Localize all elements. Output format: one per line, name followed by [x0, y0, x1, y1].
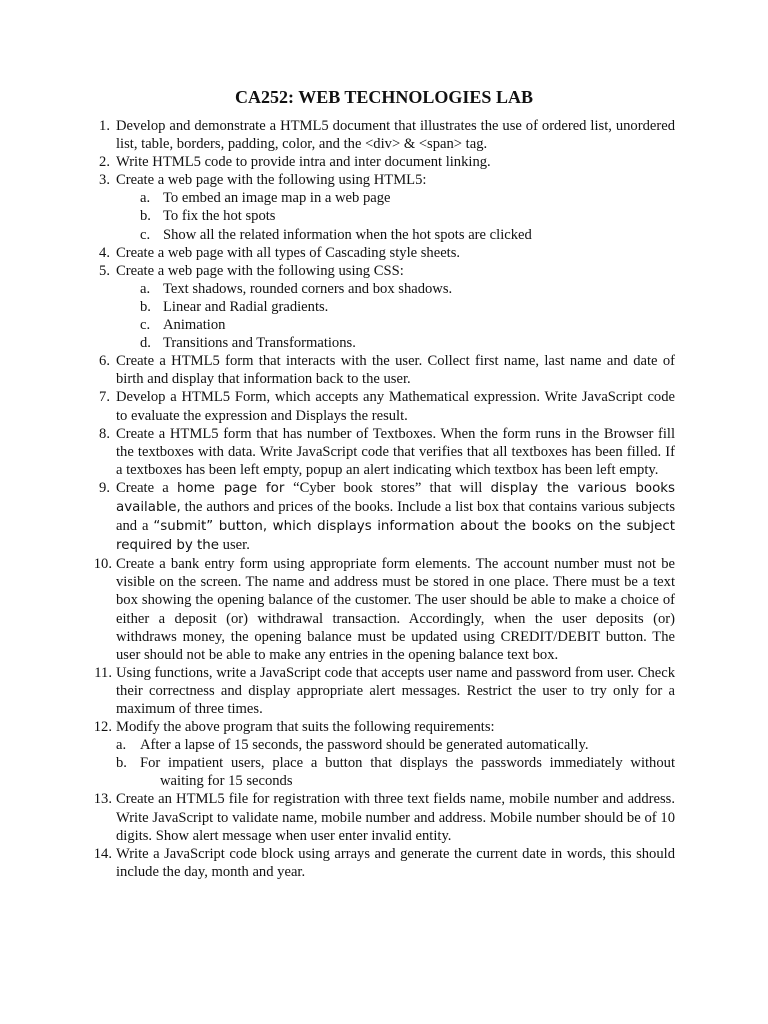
item-text: Develop a HTML5 Form, which accepts any Mathematical expression. Write JavaScript code to evaluate the expression and Displays the result.	[116, 389, 675, 424]
item-text-part: Create a	[116, 479, 177, 496]
item-text-part: user.	[219, 537, 250, 554]
item-text-part: the authors and prices of the books. Include a list box that contains various subjects and a	[116, 498, 675, 535]
list-item	[0, 117, 675, 153]
item-number: 5.	[99, 262, 110, 279]
sub-item-letter: b.	[116, 755, 127, 772]
list-item	[0, 718, 675, 790]
item-text-part: home page for	[176, 480, 294, 496]
item-text-part: “submit” button, which displays information about the books on the subject required by the	[116, 519, 675, 554]
lab-exercise-list	[0, 117, 768, 881]
list-item	[0, 153, 675, 171]
item-text-part: “Cyber book stores” that will	[293, 479, 491, 496]
item-text: Create a web page with the following using HTML5:	[116, 172, 427, 189]
sub-list	[116, 189, 675, 243]
item-text: Write a JavaScript code block using arrays and generate the current date in words, this should include the day, month and year.	[116, 845, 675, 880]
item-text: Create a web page with all types of Cascading style sheets.	[116, 244, 461, 261]
item-text: Write HTML5 code to provide intra and inter document linking.	[116, 154, 491, 171]
sub-item-letter: a.	[140, 190, 151, 207]
sub-list	[116, 280, 675, 352]
sub-item-text: After a lapse of 15 seconds, the password should be generated automatically.	[140, 737, 589, 754]
sub-item-text: Show all the related information when the hot spots are clicked	[163, 226, 532, 243]
sub-item-letter: d.	[140, 335, 151, 352]
item-number: 10.	[93, 556, 112, 573]
item-number: 9.	[99, 479, 110, 496]
sub-item-text: Animation	[163, 317, 226, 334]
list-item	[0, 244, 675, 262]
item-number: 1.	[99, 118, 110, 134]
item-text: Using functions, write a JavaScript code that accepts user name and password from user. Check their correctness and display appropriate alert messages. Restrict the user to try only for a maximum of three times.	[116, 664, 675, 717]
sub-list-item	[0, 736, 675, 754]
item-number: 11.	[94, 664, 112, 681]
item-text: Create a HTML5 form that has number of Textboxes. When the form runs in the Browser fill the textboxes with data. Write JavaScript code that verifies that all textboxes has been filled. If a textboxes has been left empty, popup an alert indicating which textbox has been left empty.	[116, 425, 675, 478]
item-text-part: display the various books available,	[116, 480, 676, 515]
list-item	[0, 262, 675, 352]
list-item	[0, 555, 675, 664]
sub-item-text: Linear and Radial gradients.	[163, 298, 329, 315]
list-item	[0, 388, 675, 424]
item-number: 4.	[99, 244, 110, 261]
item-text	[116, 480, 675, 553]
sub-item-letter: c.	[140, 226, 151, 243]
item-number: 7.	[99, 389, 110, 406]
item-text: Develop and demonstrate a HTML5 document that illustrates the use of ordered list, unordered list, table, borders, padding, color, and the <div> & <span> tag.	[116, 118, 675, 153]
list-item	[0, 352, 675, 388]
sub-item-text	[140, 754, 675, 790]
sub-list-item	[0, 226, 675, 244]
item-text: Modify the above program that suits the following requirements:	[116, 719, 495, 736]
sub-list-item	[0, 207, 675, 225]
sub-item-text: To embed an image map in a web page	[163, 190, 391, 207]
sub-item-text: To fix the hot spots	[163, 208, 276, 225]
sub-list-item	[0, 280, 675, 298]
sub-item-text-body: For impatient users, place a button that displays the passwords immediately without waiting for 15 seconds	[140, 755, 675, 790]
item-number: 6.	[99, 353, 110, 370]
sub-list	[116, 736, 675, 790]
list-item	[0, 479, 675, 555]
sub-item-text: Text shadows, rounded corners and box shadows.	[163, 280, 453, 297]
list-item	[0, 171, 675, 243]
item-text: Create a HTML5 form that interacts with the user. Collect first name, last name and date of birth and display that information back to the user.	[116, 353, 675, 388]
sub-item-letter: b.	[140, 208, 151, 225]
sub-item-text: Transitions and Transformations.	[163, 335, 356, 352]
item-number: 3.	[99, 172, 110, 189]
sub-list-item	[0, 334, 675, 352]
sub-item-letter: a.	[116, 737, 127, 754]
item-number: 8.	[99, 425, 110, 442]
item-number: 12.	[93, 719, 112, 736]
list-item	[0, 790, 675, 844]
item-text: Create a bank entry form using appropriate form elements. The account number must not be visible on the screen. The name and address must be stored in one place. There must be a text box showing the opening balance of the customer. The user should be able to make a choice of either a deposit (or) withdrawal transaction. Accordingly, when the user deposits (or) withdraws money, the opening balance must be updated using CREDIT/DEBIT button. The user should not be able to make any entries in the opening balance text box.	[116, 556, 675, 663]
list-item	[0, 425, 675, 479]
sub-list-item	[0, 189, 675, 207]
sub-list-item	[0, 754, 675, 790]
sub-item-letter: b.	[140, 298, 151, 315]
item-number: 13.	[93, 791, 112, 808]
list-item	[0, 845, 675, 881]
item-number: 14.	[93, 845, 112, 862]
item-number: 2.	[99, 154, 110, 171]
document-title: CA252: WEB TECHNOLOGIES LAB	[235, 87, 533, 107]
item-text: Create an HTML5 file for registration with three text fields name, mobile number and address. Write JavaScript to validate name, mobile number and address. Mobile number should be of 10 digits. Show alert message when user enter invalid entity.	[116, 791, 675, 844]
item-text: Create a web page with the following using CSS:	[116, 262, 404, 279]
sub-item-letter: c.	[140, 317, 151, 334]
sub-list-item	[0, 316, 675, 334]
sub-item-letter: a.	[140, 280, 151, 297]
sub-list-item	[0, 298, 675, 316]
list-item	[0, 664, 675, 718]
